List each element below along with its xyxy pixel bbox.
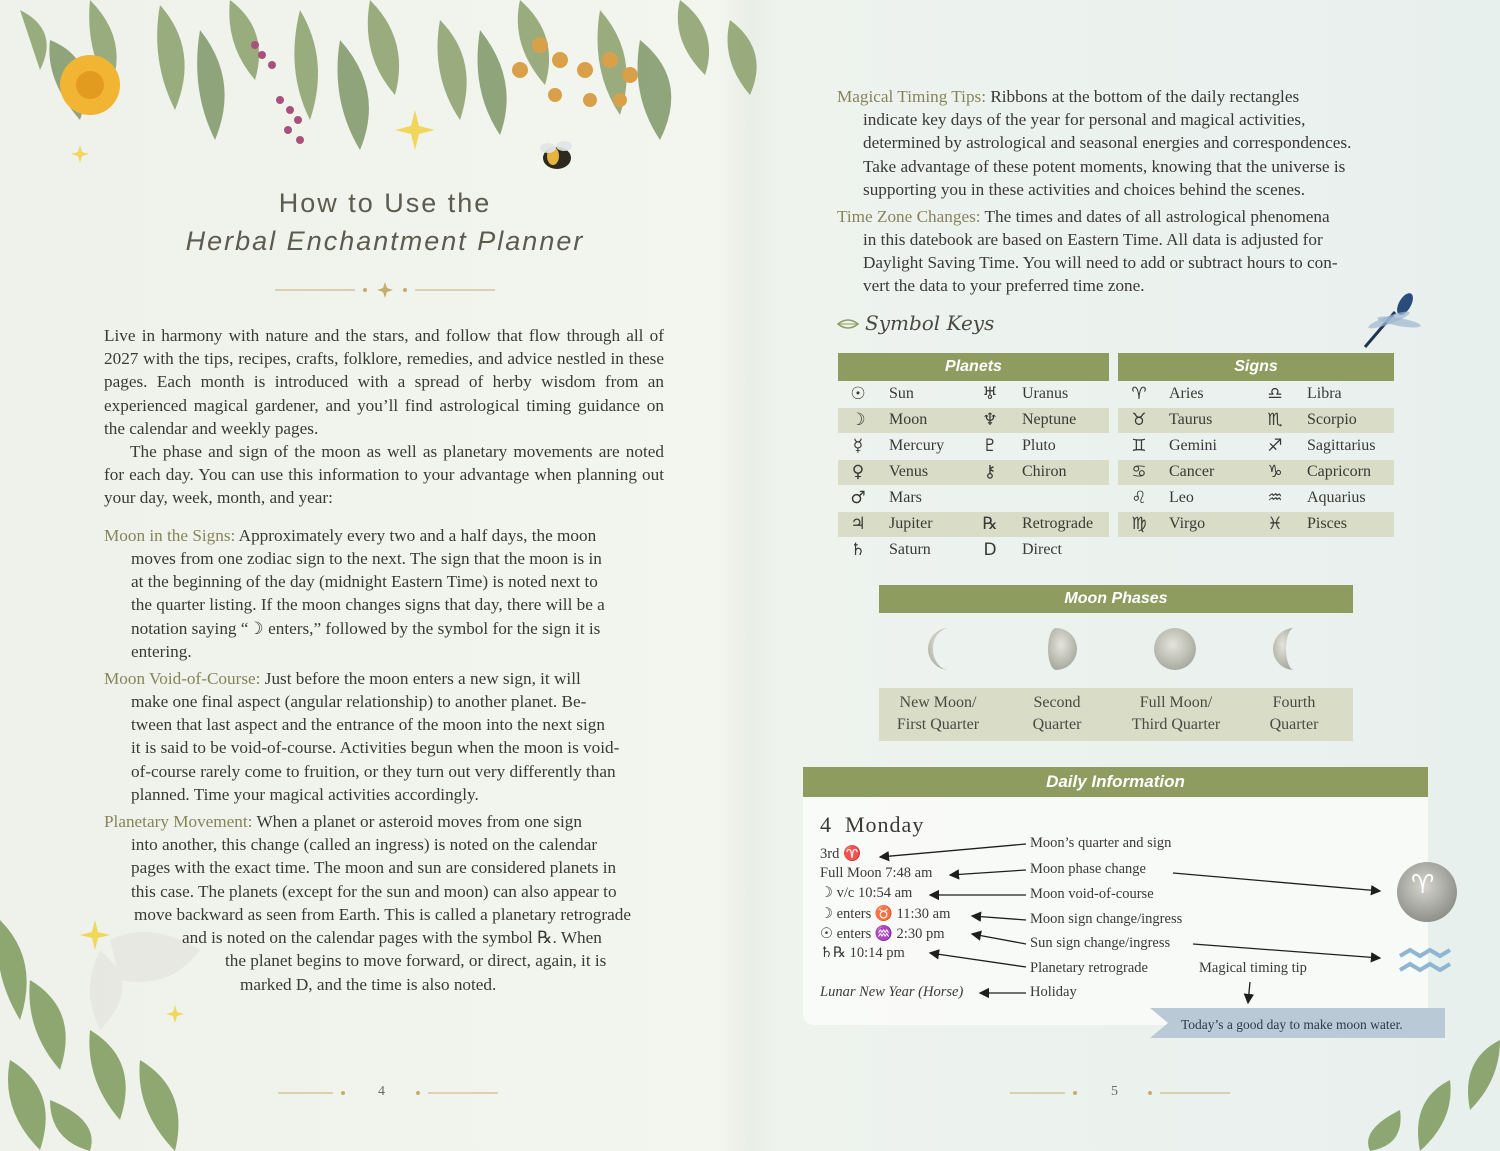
time-zone-line: in this datebook are based on Eastern Time. All data is adjusted for xyxy=(863,230,1323,249)
planet-name: Pluto xyxy=(1022,437,1056,454)
sign-symbol-icon: ♉ xyxy=(1131,410,1147,430)
sign-name: Libra xyxy=(1307,385,1342,402)
planet-symbol-icon: ♅ xyxy=(982,384,998,404)
daily-entry: Full Moon 7:48 am xyxy=(820,865,933,881)
moon-phase-label xyxy=(997,692,1117,736)
daily-label: Holiday xyxy=(1030,984,1077,1000)
sign-symbol-icon: ♑ xyxy=(1267,462,1283,482)
planetary-line: into another, this change (called an ingress) is noted on the calendar xyxy=(131,835,598,854)
timing-tips-term: Magical Timing Tips: xyxy=(837,87,987,106)
sign-name: Pisces xyxy=(1307,515,1347,532)
page-number-right: 5 xyxy=(1111,1084,1118,1099)
moon-phase-label xyxy=(878,692,998,736)
moon-phase-label-line1: New Moon/ xyxy=(899,694,977,711)
daily-label: Moon sign change/ingress xyxy=(1030,911,1183,927)
full-moon-icon xyxy=(1154,628,1196,670)
planetary-line: the planet begins to move forward, or direct, again, it is xyxy=(225,951,607,970)
daily-date-number: 4 xyxy=(820,812,832,837)
moon-phase-label xyxy=(1234,692,1354,736)
daily-arrows xyxy=(800,830,1400,1030)
moon-phase-label-line1: Second xyxy=(1033,694,1081,711)
void-of-course-term: Moon Void-of-Course: xyxy=(104,669,261,688)
planet-symbol-icon: ♃ xyxy=(850,514,866,534)
sign-symbol-icon: ♍ xyxy=(1131,514,1147,534)
sign-name: Scorpio xyxy=(1307,411,1357,428)
planet-name: Uranus xyxy=(1022,385,1069,402)
void-line: planned. Time your magical activities accordingly. xyxy=(131,785,479,804)
void-line: tween that last aspect and the entrance of the moon into the next sign xyxy=(131,715,605,734)
aquarius-waves-icon xyxy=(1398,946,1454,978)
sign-name: Cancer xyxy=(1169,463,1215,480)
moon-phase-label-line2: Quarter xyxy=(1269,716,1319,733)
planetary-line: this case. The planets (except for the sun and moon) can also appear to xyxy=(131,882,617,901)
sign-name: Sagittarius xyxy=(1307,437,1376,454)
new-moon-icon xyxy=(928,628,949,670)
magical-timing-label: Magical timing tip xyxy=(1199,960,1307,976)
timing-line: Ribbons at the bottom of the daily rectangles xyxy=(990,87,1300,106)
planet-symbol-icon: ♆ xyxy=(982,410,998,430)
planets-row-shade xyxy=(838,460,1109,485)
sign-symbol-icon: ♌ xyxy=(1131,488,1147,508)
planet-symbol-icon: ♄ xyxy=(850,540,866,560)
planet-symbol-icon: ♀ xyxy=(851,462,865,482)
sign-symbol-icon: ♏ xyxy=(1267,410,1283,430)
moon-signs-line: moves from one zodiac sign to the next. The sign that the moon is in xyxy=(131,549,602,568)
void-line: it is said to be void-of-course. Activities begun when the moon is void- xyxy=(131,738,620,757)
page-title-line2: Herbal Enchantment Planner xyxy=(185,226,585,256)
planetary-line: marked D, and the time is also noted. xyxy=(240,975,497,994)
daily-day-name: Monday xyxy=(845,812,925,837)
planetary-line: When a planet or asteroid moves from one sign xyxy=(256,812,582,831)
planet-name: Retrograde xyxy=(1022,515,1094,532)
planet-symbol-icon: ☽ xyxy=(850,410,866,430)
planetary-movement-entry xyxy=(104,810,582,833)
daily-holiday: Lunar New Year (Horse) xyxy=(820,984,964,1000)
intro-paragraph: Live in harmony with nature and the stars, and follow that flow through all of 2027 with the tips, recipes, crafts, folklore, remedies, and advice nestled in these pages. Each month is introduced with a spread of herby wisdom from an experienced magical gardener, and you’ll find astrological timing guidance on the calendar and weekly pages. xyxy=(104,326,664,438)
sign-symbol-icon: ♓ xyxy=(1267,514,1283,534)
planet-symbol-icon: ⚷ xyxy=(983,462,997,482)
timing-tips-entry xyxy=(837,85,1299,108)
feather-icon xyxy=(836,316,860,332)
moon-phase-label-line1: Full Moon/ xyxy=(1139,694,1213,711)
void-line: Just before the moon enters a new sign, it will xyxy=(264,669,581,688)
sign-name: Virgo xyxy=(1169,515,1206,532)
planetary-movement-term: Planetary Movement: xyxy=(104,812,253,831)
planetary-line: pages with the exact time. The moon and sun are considered planets in xyxy=(131,858,617,877)
daily-label: Moon void-of-course xyxy=(1030,886,1154,902)
daily-entry: ☽ enters ♉ 11:30 am xyxy=(820,906,951,922)
planet-name: Direct xyxy=(1022,541,1062,558)
moon-signs-line: at the beginning of the day (midnight Eastern Time) is noted next to xyxy=(131,572,598,591)
planet-symbol-icon: ♂ xyxy=(850,488,866,508)
timing-ribbon-text: Today’s a good day to make moon water. xyxy=(1181,1017,1403,1032)
moon-icon-sign: ♈ xyxy=(1411,870,1435,900)
sign-symbol-icon: ♊ xyxy=(1131,436,1147,456)
planet-name: Jupiter xyxy=(889,515,933,532)
time-zone-entry xyxy=(837,205,1330,228)
planet-name: Neptune xyxy=(1022,411,1077,428)
sign-name: Taurus xyxy=(1169,411,1213,428)
signs-row-shade xyxy=(1118,512,1394,537)
moon-signs-line: the quarter listing. If the moon changes signs that day, there will be a xyxy=(131,595,605,614)
moon-phase-label-line2: Quarter xyxy=(1032,716,1082,733)
void-line: make one final aspect (angular relationship) to another planet. Be- xyxy=(131,692,587,711)
time-zone-line: vert the data to your preferred time zone. xyxy=(863,276,1145,295)
planet-name: Moon xyxy=(889,411,928,428)
planet-symbol-icon: ♇ xyxy=(982,436,998,456)
daily-entry: ☽ v/c 10:54 am xyxy=(820,885,913,901)
void-of-course-entry xyxy=(104,667,581,690)
planet-name: Saturn xyxy=(889,541,931,558)
planet-symbol-icon: ☉ xyxy=(850,384,866,404)
sign-symbol-icon: ♋ xyxy=(1131,462,1147,482)
moon-signs-line: notation saying “☽ enters,” followed by the symbol for the sign it is xyxy=(131,619,601,638)
daily-label: Planetary retrograde xyxy=(1030,960,1148,976)
sign-symbol-icon: ♐ xyxy=(1267,436,1283,456)
moon-phase-label-line2: First Quarter xyxy=(896,716,980,733)
sign-name: Capricorn xyxy=(1307,463,1371,480)
daily-entry: ☉ enters ♒ 2:30 pm xyxy=(820,926,945,942)
daily-label: Moon phase change xyxy=(1030,861,1146,877)
timing-line: supporting you in these activities and choices behind the scenes. xyxy=(863,180,1305,199)
sign-name: Aries xyxy=(1169,385,1204,402)
moon-phase-label xyxy=(1116,692,1236,736)
moon-phase-icons xyxy=(879,622,1353,676)
moon-signs-entry xyxy=(104,524,596,547)
moon-signs-line: entering. xyxy=(131,642,192,661)
void-line: of-course rarely come to fruition, or they turn out very differently than xyxy=(131,762,616,781)
sign-symbol-icon: ♎ xyxy=(1267,384,1283,404)
page-title-line1: How to Use the xyxy=(278,188,492,218)
daily-label: Moon’s quarter and sign xyxy=(1030,835,1172,851)
planet-symbol-icon: ℞ xyxy=(982,514,998,534)
time-zone-line: The times and dates of all astrological phenomena xyxy=(984,207,1330,226)
planet-symbol-icon: ☿ xyxy=(852,436,864,456)
moon-signs-term: Moon in the Signs: xyxy=(104,526,236,545)
footer-ornament-left xyxy=(278,1083,498,1103)
second-quarter-icon xyxy=(1048,628,1077,670)
planet-name: Venus xyxy=(889,463,929,480)
timing-line: Take advantage of these potent moments, knowing that the universe is xyxy=(863,157,1346,176)
timing-line: determined by astrological and seasonal energies and correspondences. xyxy=(863,133,1352,152)
daily-info-header: Daily Information xyxy=(803,767,1428,797)
time-zone-line: Daylight Saving Time. You will need to add or subtract hours to con- xyxy=(863,253,1338,272)
sign-name: Gemini xyxy=(1169,437,1217,454)
moon-phase-label-line2: Third Quarter xyxy=(1131,716,1221,733)
time-zone-term: Time Zone Changes: xyxy=(837,207,981,226)
sign-symbol-icon: ♒ xyxy=(1267,488,1283,508)
page-number-left: 4 xyxy=(378,1084,385,1099)
dragonfly-illustration xyxy=(1355,292,1430,352)
moon-phase-label-line1: Fourth xyxy=(1272,694,1316,711)
planet-symbol-icon: D xyxy=(983,540,997,560)
timing-line: indicate key days of the year for personal and magical activities, xyxy=(863,110,1306,129)
daily-entry: 3rd ♈ xyxy=(820,846,862,862)
planet-name: Mars xyxy=(889,489,922,506)
sign-name: Leo xyxy=(1169,489,1194,506)
moon-signs-line: Approximately every two and a half days, the moon xyxy=(238,526,597,545)
planetary-line: and is noted on the calendar pages with the symbol ℞. When xyxy=(182,928,602,947)
signs-header: Signs xyxy=(1118,353,1394,381)
title-ornament-divider xyxy=(275,280,495,300)
footer-ornament-right xyxy=(1010,1083,1230,1103)
daily-label: Sun sign change/ingress xyxy=(1030,935,1171,951)
fourth-quarter-icon xyxy=(1273,628,1294,670)
moon-phases-header: Moon Phases xyxy=(879,585,1353,613)
planet-name: Mercury xyxy=(889,437,945,454)
daily-entry: ♄℞ 10:14 pm xyxy=(820,945,905,961)
planet-name: Chiron xyxy=(1022,463,1067,480)
planetary-line: move backward as seen from Earth. This is called a planetary retrograde xyxy=(134,905,631,924)
planets-header: Planets xyxy=(838,353,1109,381)
foliage-top-illustration xyxy=(0,0,780,190)
sign-symbol-icon: ♈ xyxy=(1131,384,1147,404)
foliage-bottom-right-illustration xyxy=(1360,1020,1500,1151)
symbol-keys-title: Symbol Keys xyxy=(865,311,995,335)
sign-name: Aquarius xyxy=(1307,489,1366,506)
second-paragraph: The phase and sign of the moon as well as planetary movements are noted for each day. You can use this information to your advantage when planning out your day, week, month, and year: xyxy=(104,442,664,508)
planet-name: Sun xyxy=(889,385,914,402)
